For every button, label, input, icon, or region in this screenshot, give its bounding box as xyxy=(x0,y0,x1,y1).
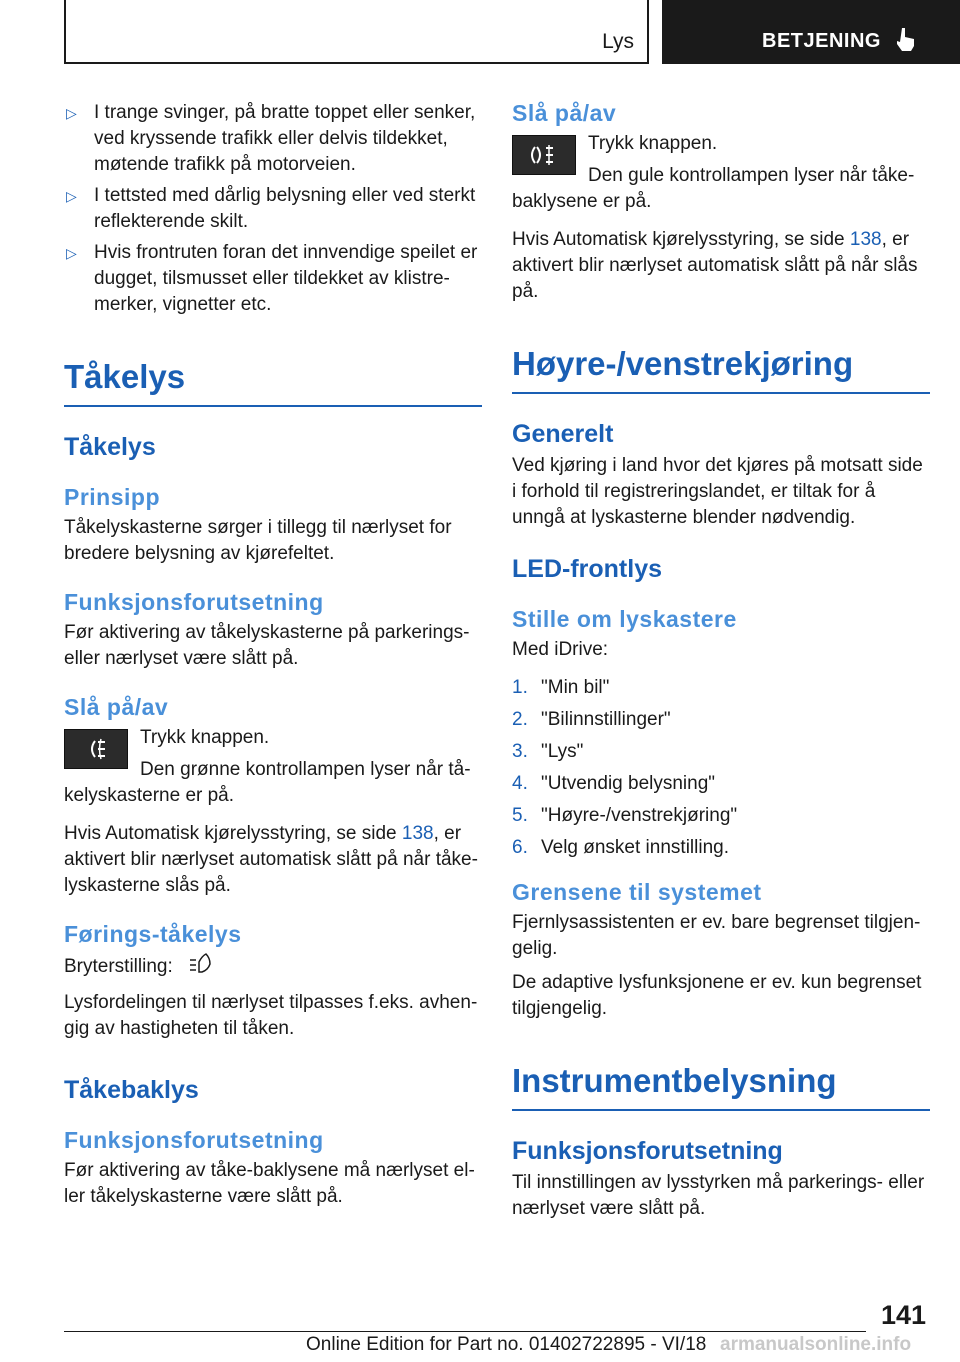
list-item: ▷ I tettsted med dårlig belysning eller ved sterkt reflekterende skilt. xyxy=(66,185,476,232)
list-item: 1. "Min bil" xyxy=(512,677,610,698)
list-item: 4. "Utvendig belysning" xyxy=(512,773,716,794)
prinsipp-text: Tåkelyskasterne sørger i tillegg til nærlyset for bredere belysning av kjørefeltet. xyxy=(64,517,452,564)
page-number: 141 xyxy=(880,1300,926,1330)
subsection-title-takelys: Tåkelys xyxy=(64,433,156,461)
generelt-text: Ved kjøring i land hvor det kjøres på motsatt side i forhold til registreringslandet, er tiltak for å unngå at lyskasterne blender nødvendig. xyxy=(512,455,923,528)
header-chapter-label: BETJENING xyxy=(762,30,881,52)
header-chapter-tab xyxy=(662,0,960,64)
front-fog-light-button-icon xyxy=(64,729,128,769)
triangle-bullet-icon: ▷ xyxy=(66,188,77,204)
step-list xyxy=(512,675,930,861)
triangle-bullet-icon: ▷ xyxy=(66,105,77,121)
pointing-hand-icon xyxy=(895,26,917,57)
page-reference-link[interactable]: 138 xyxy=(401,823,434,844)
edition-text: Online Edition for Part no. 01402722895 - VI/18 xyxy=(306,1334,707,1355)
subsection-title-instr-funksjonsforutsetning: Funksjonsforutsetning xyxy=(512,1137,783,1165)
subsection-title-generelt: Generelt xyxy=(512,420,614,448)
forings-text: Lysfordelingen til nærlyset tilpasses f.eks. avhengig av hastigheten til tåken. xyxy=(64,992,478,1039)
header-box xyxy=(64,0,649,64)
switch-position-text: Bryterstilling: xyxy=(64,952,482,982)
idrive-intro: Med iDrive: xyxy=(512,639,609,660)
heading-stille-om-lyskastere: Stille om lyskastere xyxy=(512,606,737,632)
grensene-text-1: Fjernlysassistenten er ev. bare begrenset tilgjengelig. xyxy=(512,912,921,959)
section-title-instrumentbelysning: Instrumentbelysning xyxy=(512,1062,930,1111)
list-item: ▷ I trange svinger, på bratte toppet eller senker, ved kryssende trafikk eller delvis tildekket, møtende trafikk på motorveien. xyxy=(66,102,476,175)
section-title-hoyre-venstrekjoring: Høyre-/venstrekjøring xyxy=(512,345,930,394)
funksjonsforutsetning-text: Før aktivering av tåkelyskasterne på parkeringseller nærlyset være slått på. xyxy=(64,622,470,669)
left-column xyxy=(64,100,482,1210)
right-press-button-text: Trykk knappen. xyxy=(588,133,718,154)
watermark-text: armanualsonline.info xyxy=(720,1334,912,1355)
heading-slaa-paa-av: Slå på/av xyxy=(64,694,169,720)
section-title-takelys: Tåkelys xyxy=(64,358,482,407)
heading-right-slaa-paa-av: Slå på/av xyxy=(512,100,617,126)
subsection-title-led-frontlys: LED-frontlys xyxy=(512,555,662,583)
yellow-lamp-text: Den gule kontrollampen lyser når tåkebaklysene er på. xyxy=(512,165,915,212)
list-item: 3. "Lys" xyxy=(512,741,584,762)
footer-divider xyxy=(64,1331,866,1332)
list-item: 5. "Høyre-/venstrekjøring" xyxy=(512,805,738,826)
green-lamp-text: Den grønne kontrollampen lyser når tåkelyskasterne er på. xyxy=(64,759,471,806)
subsection-title-takebaklys: Tåkebaklys xyxy=(64,1076,199,1104)
instr-text: Til innstillingen av lysstyrken må parkerings- eller nærlyset være slått på. xyxy=(512,1172,925,1219)
triangle-bullet-icon: ▷ xyxy=(66,245,77,261)
heading-forings-takelys: Førings-tåkelys xyxy=(64,921,242,947)
list-item: 2. "Bilinnstillinger" xyxy=(512,709,671,730)
bullet-list xyxy=(64,100,482,318)
heading-grensene: Grensene til systemet xyxy=(512,879,762,905)
guided-fog-light-icon xyxy=(188,952,214,982)
grensene-text-2: De adaptive lysfunksjonene er ev. kun begrenset tilgjengelig. xyxy=(512,972,922,1019)
heading-prinsipp: Prinsipp xyxy=(64,484,161,510)
bak-funksjonsforutsetning-text: Før aktivering av tåke-baklysene må nærlyset eller tåkelyskasterne være slått på. xyxy=(64,1160,475,1207)
heading-funksjonsforutsetning: Funksjonsforutsetning xyxy=(64,589,324,615)
press-button-text: Trykk knappen. xyxy=(140,727,270,748)
rear-fog-light-button-icon xyxy=(512,135,576,175)
auto-light-text: Hvis Automatisk kjørelysstyring, se side 138, er aktivert blir nærlyset automatisk slått på når tåkelyskasterne slås på. xyxy=(64,823,478,896)
header-section-title: Lys xyxy=(602,30,634,53)
heading-bak-funksjonsforutsetning: Funksjonsforutsetning xyxy=(64,1127,324,1153)
right-auto-light-text: Hvis Automatisk kjørelysstyring, se side 138, er aktivert blir nærlyset automatisk slått på når slås på. xyxy=(512,229,918,302)
list-item: 6. Velg ønsket innstilling. xyxy=(512,837,729,858)
right-page-reference-link[interactable]: 138 xyxy=(849,229,882,250)
right-column xyxy=(512,100,930,1222)
list-item: ▷ Hvis frontruten foran det innvendige speilet er dugget, tilsmusset eller tildekket av klistremerker, vignetter etc. xyxy=(66,242,478,315)
